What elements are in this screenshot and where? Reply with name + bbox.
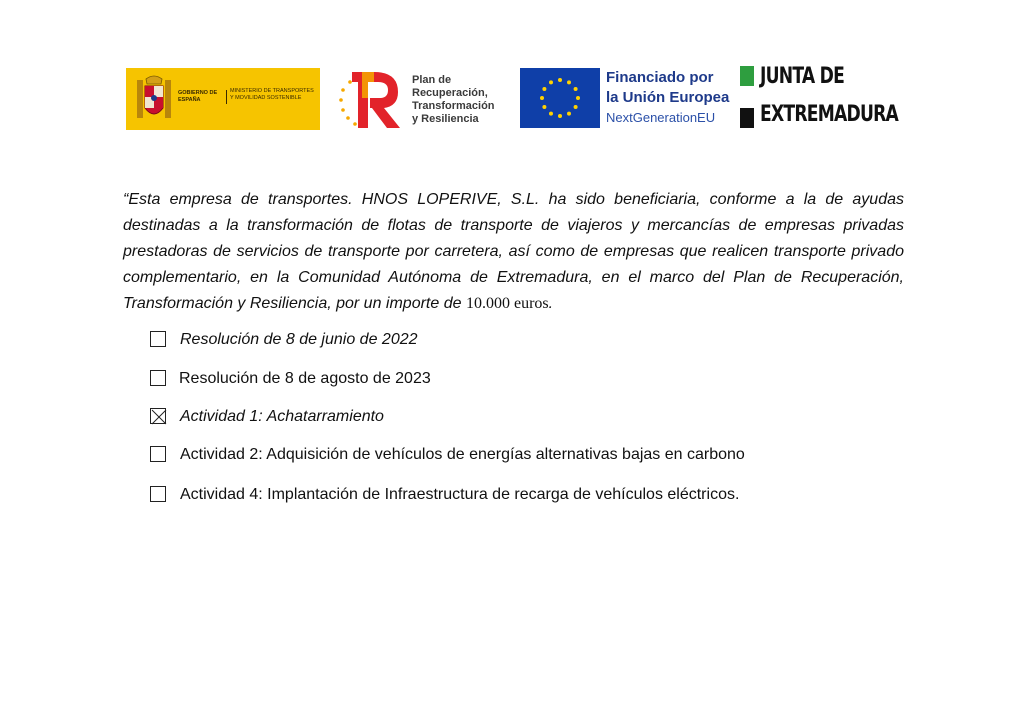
eu-line-1: Financiado por: [606, 69, 714, 86]
spain-coat-of-arms-icon: [134, 74, 174, 124]
eu-line-2: la Unión Europea: [606, 89, 730, 106]
gobierno-espana-logo: [126, 68, 320, 130]
checklist-label: Resolución de 8 de agosto de 2023: [179, 370, 431, 387]
statement-end: .: [548, 295, 554, 312]
statement-text: “Esta empresa de transportes. HNOS LOPERIVE, S.L. ha sido beneficiaria, conforme a la de ayudas destinadas a la transformación de flotas de transporte de viajeros y mercancías de empresas privadas prestadoras de servicios de transporte por carretera, así como de empresas que realicen transporte privado complementario, en la Comunidad Autónoma de Extremadura, en el marco del Plan de Recuperación, Transformación y Resiliencia, por un importe de: [123, 191, 904, 312]
statement-amount: 10.000 euros: [465, 295, 549, 312]
ministerio-text: MINISTERIO DE TRANSPORTES Y MOVILIDAD SOSTENIBLE: [230, 88, 314, 101]
junta-line-2: EXTREMADURA: [760, 102, 899, 127]
checkbox[interactable]: [150, 486, 166, 502]
prtr-text: [412, 74, 512, 126]
prtr-line-2: Recuperación,: [412, 87, 488, 99]
checklist-label: Resolución de 8 de junio de 2022: [180, 331, 418, 348]
checklist-label: Actividad 4: Implantación de Infraestructura de recarga de vehículos eléctricos.: [180, 486, 740, 503]
eu-stars-icon: [520, 68, 600, 128]
junta-black-square-icon: [740, 108, 754, 128]
plan-recuperacion-logo: [338, 68, 508, 132]
eu-funding-logo: [520, 68, 740, 130]
checkbox-checked[interactable]: [150, 408, 166, 424]
eu-text: [606, 68, 746, 128]
prtr-mark-icon: [338, 68, 404, 132]
checkbox[interactable]: [150, 370, 166, 386]
gobierno-text: GOBIERNO DE ESPAÑA: [178, 90, 227, 104]
eu-line-3: NextGenerationEU: [606, 110, 716, 125]
beneficiary-statement: [123, 187, 904, 317]
junta-extremadura-logo: [740, 64, 899, 136]
eu-flag-icon: [520, 68, 600, 128]
checklist-label: Actividad 2: Adquisición de vehículos de energías alternativas bajas en carbono: [180, 446, 745, 463]
checkbox[interactable]: [150, 331, 166, 347]
prtr-line-1: Plan de: [412, 74, 452, 86]
prtr-line-4: y Resiliencia: [412, 113, 479, 125]
checkbox[interactable]: [150, 446, 166, 462]
x-mark-icon: [151, 409, 167, 425]
junta-green-square-icon: [740, 66, 754, 86]
prtr-line-3: Transformación: [412, 100, 495, 112]
junta-line-1: JUNTA DE: [760, 64, 845, 89]
checklist-label: Actividad 1: Achatarramiento: [180, 408, 384, 425]
